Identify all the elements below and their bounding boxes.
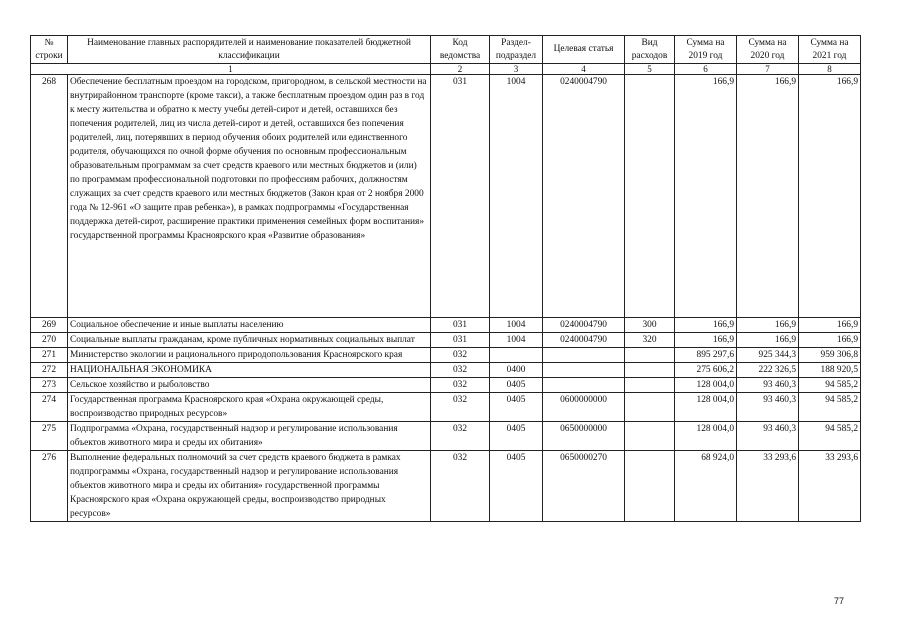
cell-row-number: 275 bbox=[31, 422, 68, 451]
header-number-cell: 4 bbox=[543, 64, 625, 75]
cell-expense-type bbox=[625, 393, 675, 422]
cell-target-article: 0650000000 bbox=[543, 422, 625, 451]
cell-name: Сельское хозяйство и рыболовство bbox=[68, 378, 431, 393]
header-number-cell: 1 bbox=[31, 64, 431, 75]
cell-sum-2021: 188 920,5 bbox=[799, 363, 861, 378]
cell-dept-code: 032 bbox=[431, 451, 490, 522]
cell-dept-code: 031 bbox=[431, 75, 490, 318]
cell-row-number: 271 bbox=[31, 348, 68, 363]
cell-dept-code: 032 bbox=[431, 378, 490, 393]
table-row bbox=[31, 422, 861, 451]
cell-sum-2020: 93 460,3 bbox=[737, 422, 799, 451]
cell-expense-type bbox=[625, 75, 675, 318]
table-header bbox=[31, 36, 861, 75]
cell-expense-type bbox=[625, 451, 675, 522]
cell-sum-2021: 166,9 bbox=[799, 318, 861, 333]
cell-sum-2021: 166,9 bbox=[799, 333, 861, 348]
cell-sum-2021: 959 306,8 bbox=[799, 348, 861, 363]
table-body bbox=[31, 75, 861, 522]
table-row bbox=[31, 318, 861, 333]
cell-sum-2021: 94 585,2 bbox=[799, 378, 861, 393]
cell-section: 0405 bbox=[490, 422, 543, 451]
cell-sum-2020: 93 460,3 bbox=[737, 393, 799, 422]
cell-sum-2021: 94 585,2 bbox=[799, 422, 861, 451]
cell-target-article bbox=[543, 378, 625, 393]
cell-section: 0405 bbox=[490, 451, 543, 522]
cell-dept-code: 031 bbox=[431, 318, 490, 333]
cell-target-article: 0600000000 bbox=[543, 393, 625, 422]
cell-section: 1004 bbox=[490, 75, 543, 318]
cell-section: 1004 bbox=[490, 318, 543, 333]
cell-sum-2019: 166,9 bbox=[675, 75, 737, 318]
cell-expense-type: 300 bbox=[625, 318, 675, 333]
header-row-number: № строки bbox=[31, 36, 68, 64]
cell-section: 0405 bbox=[490, 378, 543, 393]
cell-name: Министерство экологии и рационального природопользования Красноярского края bbox=[68, 348, 431, 363]
cell-row-number: 268 bbox=[31, 75, 68, 318]
header-expense-type: Вид расходов bbox=[625, 36, 675, 64]
cell-sum-2020: 166,9 bbox=[737, 333, 799, 348]
cell-sum-2021: 94 585,2 bbox=[799, 393, 861, 422]
cell-sum-2021: 33 293,6 bbox=[799, 451, 861, 522]
cell-expense-type: 320 bbox=[625, 333, 675, 348]
cell-expense-type bbox=[625, 363, 675, 378]
cell-sum-2019: 128 004,0 bbox=[675, 378, 737, 393]
cell-sum-2019: 68 924,0 bbox=[675, 451, 737, 522]
cell-sum-2020: 33 293,6 bbox=[737, 451, 799, 522]
header-number-cell: 2 bbox=[431, 64, 490, 75]
cell-target-article bbox=[543, 363, 625, 378]
budget-table bbox=[30, 35, 861, 522]
cell-sum-2020: 93 460,3 bbox=[737, 378, 799, 393]
cell-name: Социальное обеспечение и иные выплаты населению bbox=[68, 318, 431, 333]
cell-row-number: 272 bbox=[31, 363, 68, 378]
cell-dept-code: 032 bbox=[431, 393, 490, 422]
cell-name: Государственная программа Красноярского края «Охрана окружающей среды, воспроизводство природных ресурсов» bbox=[68, 393, 431, 422]
cell-name: НАЦИОНАЛЬНАЯ ЭКОНОМИКА bbox=[68, 363, 431, 378]
cell-sum-2020: 166,9 bbox=[737, 318, 799, 333]
cell-name: Обеспечение бесплатным проездом на городском, пригородном, в сельской местности на внутрирайонном транспорте (кроме такси), а также бесплатным проездом один раз в год к месту жительства и обратно к месту учебы детей-сирот и детей, оставшихся без попечения родителей, лиц из числа детей-сирот и детей, оставшихся без попечения родителей, лиц, потерявших в период обучения обоих родителей или единственного родителя, обучающихся по очной форме обучения по основным профессиональным образовательным программам за счет средств краевого или местных бюджетов и (или) по программам профессиональной подготовки по профессиям рабочих, должностям служащих за счет средств краевого или местных бюджетов (Закон края от 2 ноября 2000 года № 12-961 «О защите прав ребенка»), в рамках подпрограммы «Государственная поддержка детей-сирот, расширение практики применения семейных форм воспитания» государственной программы Красноярского края «Развитие образования» bbox=[68, 75, 431, 318]
table-row bbox=[31, 451, 861, 522]
cell-sum-2019: 166,9 bbox=[675, 333, 737, 348]
cell-expense-type bbox=[625, 422, 675, 451]
header-target-article: Целевая статья bbox=[543, 36, 625, 64]
cell-dept-code: 031 bbox=[431, 333, 490, 348]
cell-dept-code: 032 bbox=[431, 363, 490, 378]
cell-target-article: 0240004790 bbox=[543, 318, 625, 333]
cell-row-number: 270 bbox=[31, 333, 68, 348]
cell-expense-type bbox=[625, 378, 675, 393]
table-row bbox=[31, 378, 861, 393]
cell-section bbox=[490, 348, 543, 363]
cell-sum-2020: 925 344,3 bbox=[737, 348, 799, 363]
cell-target-article: 0240004790 bbox=[543, 75, 625, 318]
cell-sum-2019: 128 004,0 bbox=[675, 422, 737, 451]
header-number-cell: 8 bbox=[799, 64, 861, 75]
cell-name: Социальные выплаты гражданам, кроме публичных нормативных социальных выплат bbox=[68, 333, 431, 348]
table-row bbox=[31, 333, 861, 348]
cell-section: 0405 bbox=[490, 393, 543, 422]
cell-target-article: 0650000270 bbox=[543, 451, 625, 522]
header-section: Раздел-подраздел bbox=[490, 36, 543, 64]
table-row bbox=[31, 393, 861, 422]
cell-target-article: 0240004790 bbox=[543, 333, 625, 348]
header-number-cell: 5 bbox=[625, 64, 675, 75]
cell-dept-code: 032 bbox=[431, 348, 490, 363]
table-row bbox=[31, 363, 861, 378]
cell-row-number: 276 bbox=[31, 451, 68, 522]
header-sum-2019: Сумма на 2019 год bbox=[675, 36, 737, 64]
cell-sum-2019: 275 606,2 bbox=[675, 363, 737, 378]
cell-section: 0400 bbox=[490, 363, 543, 378]
cell-target-article bbox=[543, 348, 625, 363]
header-number-cell: 3 bbox=[490, 64, 543, 75]
header-sum-2021: Сумма на 2021 год bbox=[799, 36, 861, 64]
cell-sum-2020: 222 326,5 bbox=[737, 363, 799, 378]
cell-sum-2019: 166,9 bbox=[675, 318, 737, 333]
page-number: 77 bbox=[834, 596, 845, 606]
header-number-cell: 6 bbox=[675, 64, 737, 75]
cell-name: Подпрограмма «Охрана, государственный надзор и регулирование использования объектов животного мира и среды их обитания» bbox=[68, 422, 431, 451]
cell-sum-2021: 166,9 bbox=[799, 75, 861, 318]
cell-expense-type bbox=[625, 348, 675, 363]
cell-sum-2019: 895 297,6 bbox=[675, 348, 737, 363]
table-row bbox=[31, 75, 861, 318]
header-sum-2020: Сумма на 2020 год bbox=[737, 36, 799, 64]
cell-sum-2019: 128 004,0 bbox=[675, 393, 737, 422]
cell-row-number: 269 bbox=[31, 318, 68, 333]
table-row bbox=[31, 348, 861, 363]
cell-section: 1004 bbox=[490, 333, 543, 348]
cell-name: Выполнение федеральных полномочий за счет средств краевого бюджета в рамках подпрограммы «Охрана, государственный надзор и регулирование использования объектов животного мира и среды их обитания» государственной программы Красноярского края «Охрана окружающей среды, воспроизводство природных ресурсов» bbox=[68, 451, 431, 522]
cell-row-number: 273 bbox=[31, 378, 68, 393]
header-name: Наименование главных распорядителей и наименование показателей бюджетной классификации bbox=[68, 36, 431, 64]
cell-row-number: 274 bbox=[31, 393, 68, 422]
cell-sum-2020: 166,9 bbox=[737, 75, 799, 318]
header-dept-code: Код ведомства bbox=[431, 36, 490, 64]
cell-dept-code: 032 bbox=[431, 422, 490, 451]
header-number-cell: 7 bbox=[737, 64, 799, 75]
